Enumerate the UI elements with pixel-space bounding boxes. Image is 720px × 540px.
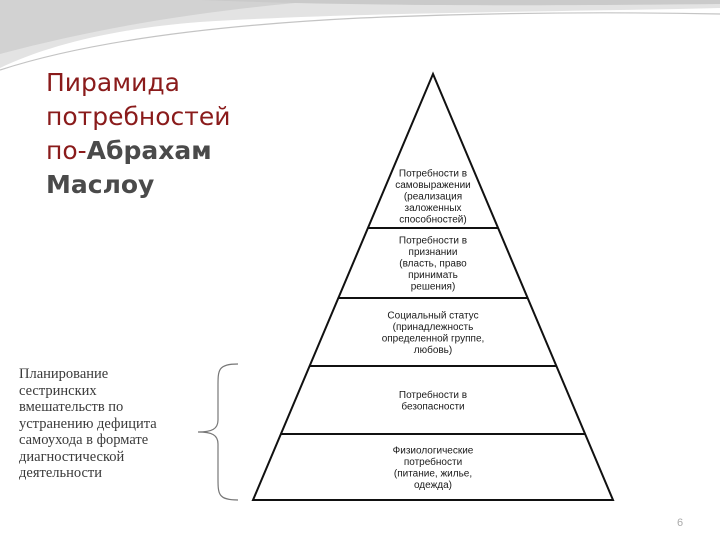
pyramid-level-1 — [395, 168, 471, 226]
pyramid-level-text: самовыражении — [395, 180, 471, 191]
pyramid-level-text: признании — [408, 247, 458, 258]
planning-note: Планирование сестринских вмешательств по устранению дефицита самоухода в формате диагностической деятельности — [19, 366, 157, 481]
pyramid-level-text: (принадлежность — [392, 321, 474, 333]
slide-title — [46, 66, 266, 202]
pyramid-level-text: одежда) — [413, 479, 453, 491]
title-name: Абрахам — [86, 136, 212, 165]
pyramid-level-text: (питание, жилье, — [393, 468, 473, 480]
page-number: 6 — [677, 517, 684, 529]
pyramid-level-text: способностей) — [399, 214, 467, 226]
pyramid-level-text: решения) — [410, 281, 456, 293]
pyramid-level-text: Физиологические — [392, 445, 474, 457]
pyramid-level-text: (власть, право — [399, 258, 467, 270]
pyramid-level-text: Потребности в — [398, 168, 468, 180]
pyramid-level-text: безопасности — [401, 401, 465, 413]
pyramid-level-text: потребности — [403, 456, 463, 468]
pyramid-level-text: принимать — [408, 270, 458, 281]
pyramid-level-text: Потребности в — [398, 389, 468, 401]
pyramid-level-text: заложенных — [404, 203, 462, 214]
pyramid-level-text: (реализация — [403, 191, 463, 203]
title-prefix: по- — [46, 136, 87, 165]
pyramid-level-text: определенной группе, — [381, 333, 485, 345]
title-line-1: Пирамида — [46, 68, 180, 97]
curly-brace — [196, 362, 242, 502]
title-line-2: потребностей — [46, 102, 231, 131]
pyramid-level-text: Потребности в — [398, 235, 468, 247]
pyramid-level-text: Социальный статус — [387, 310, 479, 322]
maslow-pyramid — [240, 66, 630, 516]
pyramid-level-text: любовь) — [413, 344, 453, 356]
title-line-4: Маслоу — [46, 170, 155, 199]
pyramid-level-4 — [399, 389, 467, 413]
title-line-3 — [46, 134, 266, 168]
